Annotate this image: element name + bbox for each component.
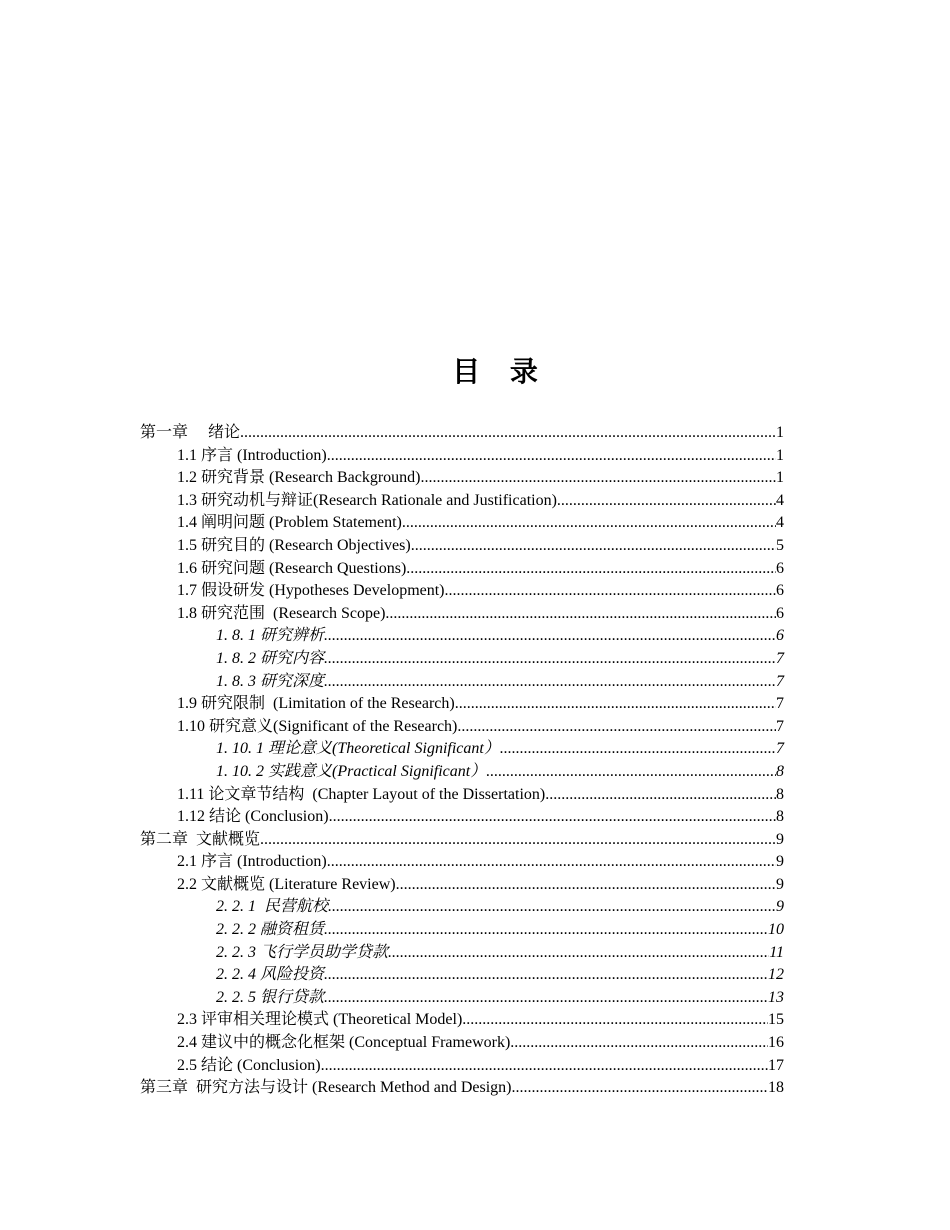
toc-entry xyxy=(140,987,784,1010)
toc-entry xyxy=(140,806,784,829)
toc-entry-label: 1.7 假设研发 (Hypotheses Development) xyxy=(177,582,445,600)
toc-dot-leader xyxy=(328,896,776,919)
toc-entry xyxy=(140,738,784,761)
toc-entry-label: 1. 8. 2 研究内容 xyxy=(216,649,325,667)
toc-entry-page-number: 13 xyxy=(768,988,784,1006)
toc-entry xyxy=(140,558,784,581)
toc-entry xyxy=(140,829,784,852)
toc-dot-leader xyxy=(457,716,776,739)
toc-entry xyxy=(140,422,784,445)
table-of-contents xyxy=(140,422,784,1100)
toc-entry xyxy=(140,874,784,897)
toc-entry-page-number: 9 xyxy=(776,830,784,848)
toc-entry-page-number: 8 xyxy=(776,808,784,826)
toc-entry-label: 1.2 研究背景 (Research Background) xyxy=(177,469,421,487)
toc-entry-page-number: 11 xyxy=(769,943,784,961)
toc-entry-page-number: 1 xyxy=(776,446,784,464)
toc-entry-label: 2.2 文献概览 (Literature Review) xyxy=(177,875,396,893)
toc-entry-label: 1.8 研究范围 (Research Scope) xyxy=(177,604,386,622)
toc-entry-label: 1.1 序言 (Introduction) xyxy=(177,446,327,464)
toc-entry-page-number: 18 xyxy=(768,1079,784,1097)
toc-entry-page-number: 4 xyxy=(776,514,784,532)
toc-entry xyxy=(140,490,784,513)
toc-entry xyxy=(140,1055,784,1078)
toc-entry xyxy=(140,467,784,490)
toc-entry-page-number: 1 xyxy=(776,469,784,487)
toc-entry-label: 1.12 结论 (Conclusion) xyxy=(177,808,329,826)
toc-entry xyxy=(140,942,784,965)
toc-dot-leader xyxy=(329,806,776,829)
toc-entry-label: 第三章 研究方法与设计 (Research Method and Design) xyxy=(140,1079,512,1097)
toc-entry xyxy=(140,716,784,739)
toc-dot-leader xyxy=(445,580,776,603)
toc-entry-label: 2.3 评审相关理论模式 (Theoretical Model) xyxy=(177,1011,463,1029)
toc-entry-label: 第二章 文献概览 xyxy=(140,830,261,848)
toc-entry-page-number: 15 xyxy=(768,1011,784,1029)
toc-dot-leader xyxy=(421,467,777,490)
toc-dot-leader xyxy=(462,1009,768,1032)
toc-entry-label: 1.11 论文章节结构 (Chapter Layout of the Dissertation) xyxy=(177,785,546,803)
toc-dot-leader xyxy=(324,648,776,671)
toc-entry-label: 2.4 建议中的概念化框架 (Conceptual Framework) xyxy=(177,1034,511,1052)
toc-dot-leader xyxy=(388,942,769,965)
toc-dot-leader xyxy=(324,987,768,1010)
toc-dot-leader xyxy=(324,964,768,987)
toc-entry xyxy=(140,512,784,535)
toc-dot-leader xyxy=(411,535,776,558)
toc-dot-leader xyxy=(396,874,776,897)
toc-dot-leader xyxy=(324,625,776,648)
toc-dot-leader xyxy=(545,784,776,807)
toc-entry-page-number: 6 xyxy=(776,627,784,645)
toc-entry xyxy=(140,693,784,716)
toc-entry-label: 1. 8. 3 研究深度 xyxy=(216,672,325,690)
toc-entry-label: 1. 8. 1 研究辨析 xyxy=(216,627,325,645)
toc-dot-leader xyxy=(557,490,776,513)
toc-entry xyxy=(140,761,784,784)
toc-entry-page-number: 16 xyxy=(768,1034,784,1052)
toc-dot-leader xyxy=(512,1077,769,1100)
toc-entry xyxy=(140,896,784,919)
toc-dot-leader xyxy=(402,512,776,535)
toc-entry-page-number: 7 xyxy=(776,649,784,667)
toc-entry-label: 2.1 序言 (Introduction) xyxy=(177,853,327,871)
toc-entry-label: 1.4 阐明问题 (Problem Statement) xyxy=(177,514,402,532)
toc-entry-page-number: 6 xyxy=(776,559,784,577)
toc-entry-page-number: 6 xyxy=(776,582,784,600)
toc-entry-page-number: 9 xyxy=(776,898,784,916)
toc-dot-leader xyxy=(406,558,776,581)
toc-entry-page-number: 4 xyxy=(776,491,784,509)
toc-entry xyxy=(140,671,784,694)
toc-entry-label: 1.9 研究限制 (Limitation of the Research) xyxy=(177,695,455,713)
toc-entry xyxy=(140,851,784,874)
toc-entry xyxy=(140,1032,784,1055)
toc-entry-page-number: 8 xyxy=(776,785,784,803)
toc-dot-leader xyxy=(321,1055,768,1078)
toc-entry xyxy=(140,535,784,558)
toc-entry-page-number: 12 xyxy=(768,966,784,984)
toc-entry-label: 1.5 研究目的 (Research Objectives) xyxy=(177,536,411,554)
toc-entry xyxy=(140,1009,784,1032)
toc-entry xyxy=(140,919,784,942)
toc-entry-label: 2. 2. 4 风险投资 xyxy=(216,966,325,984)
toc-entry-label: 第一章 绪论 xyxy=(140,424,241,441)
toc-entry xyxy=(140,625,784,648)
toc-entry-label: 2. 2. 1 民营航校 xyxy=(216,898,329,916)
toc-entry xyxy=(140,1077,784,1100)
toc-entry xyxy=(140,648,784,671)
toc-entry-page-number: 1 xyxy=(776,424,784,441)
toc-entry-label: 2. 2. 2 融资租赁 xyxy=(216,921,325,939)
toc-dot-leader xyxy=(486,761,776,784)
toc-entry-page-number: 7 xyxy=(776,717,784,735)
toc-entry-page-number: 9 xyxy=(776,875,784,893)
toc-entry-label: 2. 2. 5 银行贷款 xyxy=(216,988,325,1006)
toc-entry-page-number: 5 xyxy=(776,536,784,554)
toc-entry-label: 1. 10. 1 理论意义(Theoretical Significant） xyxy=(216,740,500,758)
toc-dot-leader xyxy=(510,1032,768,1055)
toc-dot-leader xyxy=(327,851,776,874)
toc-entry-page-number: 8 xyxy=(776,762,784,780)
toc-dot-leader xyxy=(260,829,776,852)
toc-entry-page-number: 17 xyxy=(768,1056,784,1074)
toc-dot-leader xyxy=(327,445,776,468)
toc-dot-leader xyxy=(455,693,776,716)
toc-dot-leader xyxy=(385,603,776,626)
toc-entry xyxy=(140,784,784,807)
toc-entry-label: 2. 2. 3 飞行学员助学贷款 xyxy=(216,943,389,961)
toc-entry-label: 1.6 研究问题 (Research Questions) xyxy=(177,559,407,577)
toc-entry-label: 2.5 结论 (Conclusion) xyxy=(177,1056,321,1074)
toc-entry-page-number: 7 xyxy=(776,740,784,758)
toc-entry-label: 1.10 研究意义(Significant of the Research) xyxy=(177,717,458,735)
toc-entry-page-number: 6 xyxy=(776,604,784,622)
toc-title: 目 录 xyxy=(452,355,548,388)
toc-dot-leader xyxy=(500,738,776,761)
toc-dot-leader xyxy=(240,422,776,445)
toc-entry-page-number: 7 xyxy=(776,695,784,713)
toc-entry-page-number: 10 xyxy=(768,921,784,939)
toc-entry-label: 1. 10. 2 实践意义(Practical Significant） xyxy=(216,762,487,780)
toc-dot-leader xyxy=(324,671,776,694)
toc-entry-label: 1.3 研究动机与辩证(Research Rationale and Justification) xyxy=(177,491,557,509)
toc-entry xyxy=(140,964,784,987)
toc-entry-page-number: 7 xyxy=(776,672,784,690)
toc-entry xyxy=(140,445,784,468)
toc-entry xyxy=(140,580,784,603)
toc-entry xyxy=(140,603,784,626)
toc-entry-page-number: 9 xyxy=(776,853,784,871)
toc-dot-leader xyxy=(324,919,768,942)
